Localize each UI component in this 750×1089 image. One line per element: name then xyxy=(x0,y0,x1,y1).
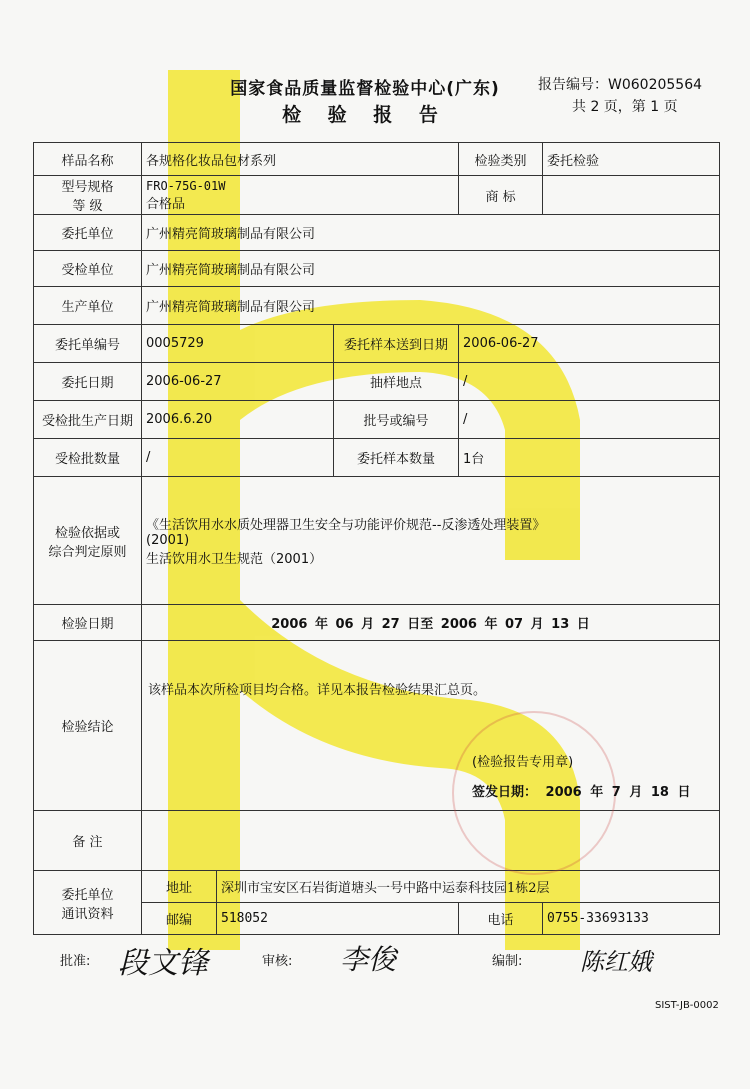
compile-label: 编制: xyxy=(492,954,523,969)
footer-code: SIST-JB-0002 xyxy=(655,1000,719,1011)
approve-label: 批准: xyxy=(60,954,91,969)
report-number: 报告编号：W060205564 xyxy=(538,77,703,93)
production-date-value: 2006.6.20 xyxy=(142,401,334,439)
table-row xyxy=(34,641,720,811)
order-date-value: 2006-06-27 xyxy=(142,363,334,401)
remarks-label: 备 注 xyxy=(34,811,142,871)
phone-value: 0755-33693133 xyxy=(543,903,720,935)
table-row xyxy=(34,287,720,325)
model-number: FRO-75G-01W xyxy=(146,178,226,193)
manufacturer-label: 生产单位 xyxy=(34,287,142,325)
table-row xyxy=(34,325,720,363)
remarks-value xyxy=(142,811,720,871)
compile-signature: 陈红娥 xyxy=(580,948,652,976)
batch-no-value: / xyxy=(459,401,720,439)
table-row xyxy=(34,605,720,641)
table-row xyxy=(34,251,720,287)
issue-date: 签发日期： 2006 年 7 月 18 日 xyxy=(472,785,691,800)
postcode-label: 邮编 xyxy=(142,903,217,935)
contact-label: 委托单位 通讯资料 xyxy=(34,871,142,935)
table-row xyxy=(34,176,720,215)
order-no-label: 委托单编号 xyxy=(34,325,142,363)
client-unit-label: 委托单位 xyxy=(34,215,142,251)
trademark-label: 商 标 xyxy=(459,176,543,215)
inspection-type-label: 检验类别 xyxy=(459,143,543,176)
inspection-type-value: 委托检验 xyxy=(543,143,720,176)
sample-qty-value: 1台 xyxy=(459,439,720,477)
conclusion-cell xyxy=(142,641,720,811)
sample-qty-label: 委托样本数量 xyxy=(334,439,459,477)
order-date-label: 委托日期 xyxy=(34,363,142,401)
table-row xyxy=(34,871,720,903)
production-date-label: 受检批生产日期 xyxy=(34,401,142,439)
table-row xyxy=(34,215,720,251)
batch-no-label: 批号或编号 xyxy=(334,401,459,439)
table-row xyxy=(34,363,720,401)
manufacturer-value: 广州精亮简玻璃制品有限公司 xyxy=(142,287,720,325)
sample-name-value: 各规格化妆品包材系列 xyxy=(142,143,459,176)
trademark-value xyxy=(543,176,720,215)
review-label: 审核: xyxy=(262,954,293,969)
arrival-date-value: 2006-06-27 xyxy=(459,325,720,363)
sampling-place-value: / xyxy=(459,363,720,401)
seal-text: (检验报告专用章) xyxy=(472,755,574,770)
conclusion-text: 该样品本次所检项目均合格。详见本报告检验结果汇总页。 xyxy=(148,683,487,698)
report-title: 检 验 报 告 xyxy=(282,104,448,126)
order-no-value: 0005729 xyxy=(142,325,334,363)
batch-qty-label: 受检批数量 xyxy=(34,439,142,477)
basis-label: 检验依据或 综合判定原则 xyxy=(34,477,142,605)
address-label: 地址 xyxy=(142,871,217,903)
table-row xyxy=(34,401,720,439)
inspected-unit-value: 广州精亮简玻璃制品有限公司 xyxy=(142,251,720,287)
report-table xyxy=(33,142,720,935)
inspection-date-label: 检验日期 xyxy=(34,605,142,641)
approve-signature: 段文锋 xyxy=(118,946,208,981)
model-spec-value xyxy=(142,176,459,215)
arrival-date-label: 委托样本送到日期 xyxy=(334,325,459,363)
org-title: 国家食品质量监督检验中心(广东) xyxy=(230,79,500,99)
phone-label: 电话 xyxy=(459,903,543,935)
basis-value xyxy=(142,477,720,605)
basis-line-3: 生活饮用水卫生规范（2001） xyxy=(146,552,323,567)
page-info: 共 2 页，第 1 页 xyxy=(572,99,678,115)
basis-line-1: 《生活饮用水水质处理器卫生安全与功能评价规范--反渗透处理装置》 xyxy=(146,518,546,533)
conclusion-label: 检验结论 xyxy=(34,641,142,811)
sampling-place-label: 抽样地点 xyxy=(334,363,459,401)
basis-line-2: (2001) xyxy=(146,533,190,548)
table-row xyxy=(34,143,720,176)
review-signature: 李俊 xyxy=(340,943,397,976)
table-row xyxy=(34,811,720,871)
postcode-value: 518052 xyxy=(217,903,459,935)
client-unit-value: 广州精亮简玻璃制品有限公司 xyxy=(142,215,720,251)
sample-name-label: 样品名称 xyxy=(34,143,142,176)
table-row xyxy=(34,439,720,477)
inspected-unit-label: 受检单位 xyxy=(34,251,142,287)
inspection-date-value: 2006 年 06 月 27 日至 2006 年 07 月 13 日 xyxy=(142,605,720,641)
table-row xyxy=(34,477,720,605)
address-value: 深圳市宝安区石岩街道塘头一号中路中运泰科技园1栋2层 xyxy=(217,871,720,903)
batch-qty-value: / xyxy=(142,439,334,477)
grade: 合格品 xyxy=(146,196,186,212)
model-spec-label: 型号规格 等 级 xyxy=(34,176,142,215)
